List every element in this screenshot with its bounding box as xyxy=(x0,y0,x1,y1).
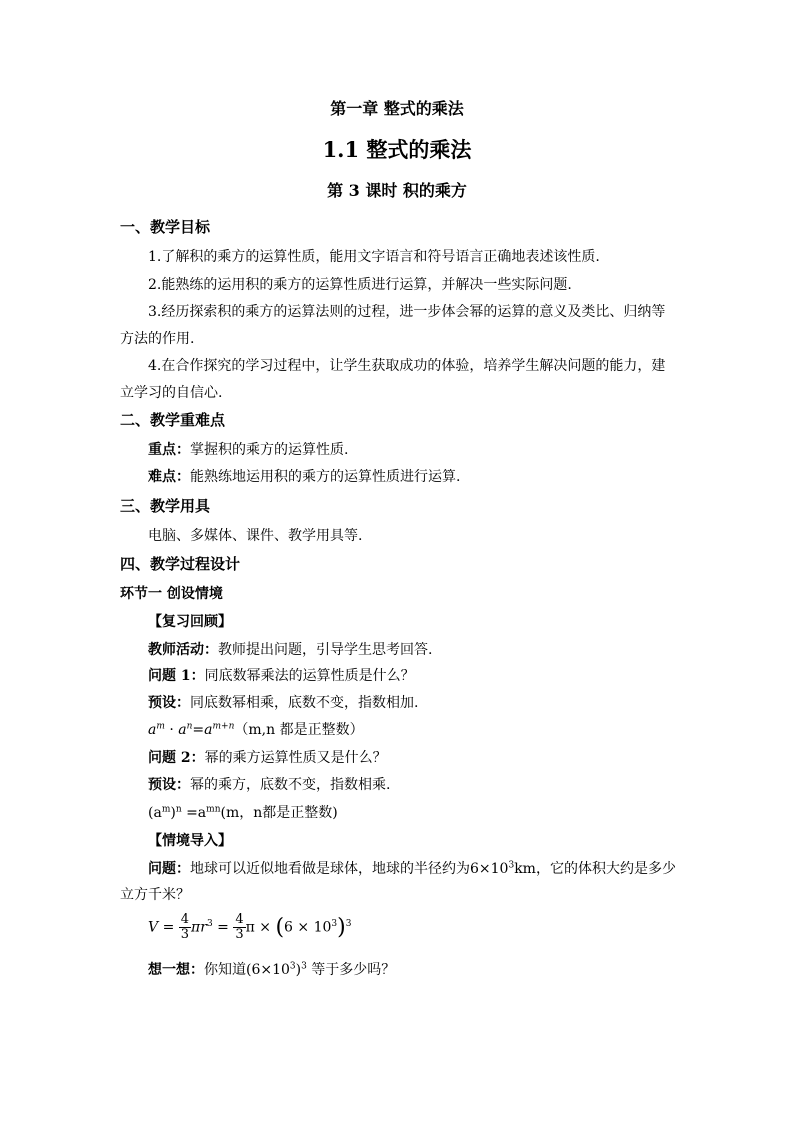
goal-2: 2.能熟练的运用积的乘方的运算性质进行运算，并解决一些实际问题. xyxy=(148,277,572,293)
f2-exp-mn: mn xyxy=(206,804,221,815)
f2-equals: =a xyxy=(181,805,207,821)
fraction-4-3-a xyxy=(179,913,191,942)
question-1-text: 同底数幂乘法的运算性质是什么？ xyxy=(204,668,415,684)
think-text-b: ) xyxy=(295,962,302,978)
f1-exp-mn: m+n xyxy=(212,721,235,732)
problem-line-2: 立方千米？ xyxy=(120,887,190,903)
formula-inner: 6 × 10 xyxy=(284,919,332,936)
teacher-activity-line xyxy=(148,641,432,659)
section-title: 1.1 整式的乘法 xyxy=(322,137,472,162)
difficulty-text: 能熟练地运用积的乘方的运算性质进行运算. xyxy=(190,469,461,485)
problem-exp: 3 xyxy=(508,860,515,871)
frac-a-den: 3 xyxy=(180,927,190,942)
formula-r-exp: 3 xyxy=(206,918,213,929)
f1-exp-n: n xyxy=(186,721,193,732)
step-1-title: 环节一 创设情境 xyxy=(120,586,223,602)
preset-1-line xyxy=(148,694,418,712)
formula-inner-exp: 3 xyxy=(331,918,338,929)
problem-text-b: km，它的体积大约是多少 xyxy=(514,861,676,877)
problem-text-a: 地球可以近似地看做是球体，地球的半径约为6×10 xyxy=(190,861,509,877)
problem-line-1 xyxy=(148,860,676,878)
key-point-label: 重点： xyxy=(148,442,190,458)
key-point-line xyxy=(148,441,348,459)
fraction-4-3-b xyxy=(233,913,245,942)
difficulty-line xyxy=(148,468,460,486)
formula-rparen: ) xyxy=(337,915,346,940)
question-2-label: 问题 2： xyxy=(148,750,205,766)
formula-pi-times: π × xyxy=(245,919,276,936)
preset-2-label: 预设： xyxy=(148,777,190,793)
formula-pi-r: πr xyxy=(191,919,207,936)
goal-3-line2: 方法的作用. xyxy=(120,331,195,347)
f1-dot: · xyxy=(164,722,179,738)
formula-eq2: = xyxy=(212,919,234,936)
review-label: 【复习回顾】 xyxy=(148,614,232,630)
formula-eq1: = xyxy=(158,919,179,936)
f2-exp-m: m xyxy=(161,804,171,815)
formula-power-of-power xyxy=(148,804,338,822)
f2-close: ) xyxy=(170,805,176,821)
key-point-text: 掌握积的乘方的运算性质. xyxy=(190,442,349,458)
preset-1-text: 同底数幂相乘，底数不变，指数相加. xyxy=(190,695,419,711)
think-text-c: 等于多少吗？ xyxy=(306,962,396,978)
frac-b-den: 3 xyxy=(235,927,244,942)
goal-4-line2: 立学习的自信心. xyxy=(120,385,223,401)
formula-outer-exp: 3 xyxy=(345,918,352,929)
question-1-line xyxy=(148,667,415,685)
heading-tools: 三、教学用具 xyxy=(120,497,211,515)
think-label: 想一想： xyxy=(148,962,204,978)
goal-4-line1: 4.在合作探究的学习过程中，让学生获取成功的体验，培养学生解决问题的能力，建 xyxy=(148,358,666,374)
frac-a-num: 4 xyxy=(180,912,190,927)
f2-open: (a xyxy=(148,805,162,821)
f2-exp-n: n xyxy=(175,804,182,815)
frac-b-num: 4 xyxy=(235,912,244,927)
heading-key-points: 二、教学重难点 xyxy=(120,411,226,429)
f1-exp-m: m xyxy=(156,721,165,732)
f1-equals: = xyxy=(192,722,205,738)
teacher-activity-label: 教师活动： xyxy=(148,642,218,658)
think-line xyxy=(148,961,395,979)
f1-base-a: a xyxy=(148,722,157,738)
formula-same-base-multiplication xyxy=(148,721,364,739)
f1-base-a3: a xyxy=(204,722,213,738)
lesson-title: 第 3 课时 积的乘方 xyxy=(327,181,467,200)
difficulty-label: 难点： xyxy=(148,469,190,485)
question-2-text: 幂的乘方运算性质又是什么？ xyxy=(204,750,387,766)
f1-note: （m,n 都是正整数） xyxy=(234,722,364,738)
teacher-activity-text: 教师提出问题，引导学生思考回答. xyxy=(218,642,433,658)
preset-2-line xyxy=(148,776,390,794)
chapter-title: 第一章 整式的乘法 xyxy=(330,99,464,118)
think-exp1: 3 xyxy=(289,961,296,972)
think-text-a: 你知道(6×10 xyxy=(204,962,290,978)
question-1-label: 问题 1： xyxy=(148,668,205,684)
f2-note: (m，n都是正整数) xyxy=(220,805,338,821)
situation-label: 【情境导入】 xyxy=(148,833,232,849)
goal-1: 1.了解积的乘方的运算性质，能用文字语言和符号语言正确地表述该性质. xyxy=(148,249,600,265)
formula-lparen: ( xyxy=(275,915,285,940)
goal-3-line1: 3.经历探索积的乘方的运算法则的过程，进一步体会幂的运算的意义及类比、归纳等 xyxy=(148,304,666,320)
heading-process: 四、教学过程设计 xyxy=(120,555,241,573)
think-exp2: 3 xyxy=(301,961,307,972)
formula-v: V xyxy=(148,919,159,936)
tools-text: 电脑、多媒体、课件、教学用具等. xyxy=(148,528,363,544)
question-2-line xyxy=(148,749,387,767)
sphere-volume-formula xyxy=(148,913,351,942)
problem-label: 问题： xyxy=(148,861,190,877)
heading-goals: 一、教学目标 xyxy=(120,218,211,236)
preset-2-text: 幂的乘方，底数不变，指数相乘. xyxy=(190,777,391,793)
f1-base-a2: a xyxy=(178,722,187,738)
preset-1-label: 预设： xyxy=(148,695,190,711)
